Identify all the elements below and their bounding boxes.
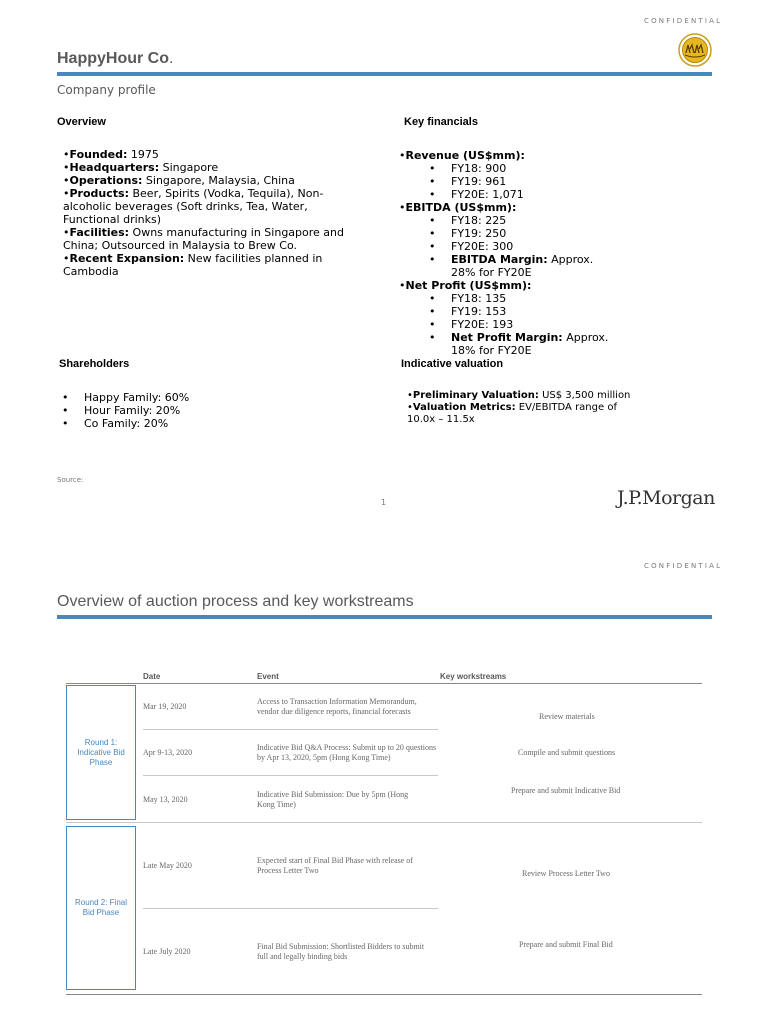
overview-list <box>63 148 353 278</box>
ebitda-fy20e: • FY20E: 300 <box>429 240 514 253</box>
ebitda-sublist <box>399 214 649 279</box>
jpmorgan-logo: J.P.Morgan <box>617 487 715 509</box>
valuation-item: •Preliminary Valuation: US$ 3,500 million <box>407 390 631 401</box>
overview-item: •Recent Expansion: New facilities planned in Cambodia <box>63 252 323 278</box>
confidential-label-page2: CONFIDENTIAL <box>644 562 723 570</box>
round-divider <box>66 822 702 823</box>
valuation-item: •Valuation Metrics: EV/EBITDA range of 10.0x – 11.5x <box>407 402 617 425</box>
round1-label: Round 1: Indicative Bid Phase <box>77 737 125 767</box>
ebitda-fy18: • FY18: 225 <box>429 214 507 227</box>
round1-row1-event: Access to Transaction Information Memorandum, vendor due diligence reports, financial forecasts <box>257 697 417 716</box>
overview-item: •Products: Beer, Spirits (Vodka, Tequila), Non-alcoholic beverages (Soft drinks, Tea, Water, Functional drinks) <box>63 187 324 226</box>
revenue-item: •Revenue (US$mm): <box>399 149 525 162</box>
shareholder-item: • Happy Family: 60% <box>62 391 190 404</box>
ebitda-item: •EBITDA (US$mm): <box>399 201 517 214</box>
round2-row1-workstream: Review Process Letter Two <box>522 869 610 878</box>
shareholder-item: • Co Family: 20% <box>62 417 169 430</box>
key-financials-list <box>399 149 649 357</box>
column-header-workstreams: Key workstreams <box>440 672 507 681</box>
round2-row2-date: Late July 2020 <box>143 947 191 956</box>
overview-item: •Facilities: Owns manufacturing in Singapore and China; Outsourced in Malaysia to Brew Co. <box>63 226 344 252</box>
column-header-event: Event <box>257 672 279 681</box>
net-profit-margin: • Net Profit Margin: Approx. 18% for FY20E <box>429 331 609 357</box>
round1-row3-event: Indicative Bid Submission: Due by 5pm (Hong Kong Time) <box>257 790 409 809</box>
overview-item: •Headquarters: Singapore <box>63 161 219 174</box>
round1-row3-date: May 13, 2020 <box>143 795 188 804</box>
company-name: HappyHour Co <box>57 50 169 67</box>
page2-title: Overview of auction process and key workstreams <box>57 593 414 610</box>
round1-row3-workstream: Prepare and submit Indicative Bid <box>511 786 621 795</box>
shareholders-heading: Shareholders <box>59 358 130 370</box>
revenue-fy20e: • FY20E: 1,071 <box>429 188 524 201</box>
column-header-date: Date <box>143 672 161 681</box>
round2-row-divider-1 <box>143 908 438 909</box>
net-profit-item: •Net Profit (US$mm): <box>399 279 532 292</box>
round1-row-divider-1 <box>143 729 438 730</box>
confidential-label: CONFIDENTIAL <box>644 17 723 25</box>
source-label: Source: <box>57 476 84 484</box>
page2-header-rule <box>57 615 712 619</box>
valuation-list <box>407 390 637 426</box>
overview-item: •Founded: 1975 <box>63 148 159 161</box>
round1-row2-event: Indicative Bid Q&A Process: Submit up to 20 questions by Apr 13, 2020, 5pm (Hong Kong Time) <box>257 743 437 762</box>
net-profit-fy19: • FY19: 153 <box>429 305 507 318</box>
round2-row2-event: Final Bid Submission: Shortlisted Bidders to submit full and legally binding bids <box>257 942 425 961</box>
valuation-heading: Indicative valuation <box>401 358 504 370</box>
ebitda-fy19: • FY19: 250 <box>429 227 507 240</box>
round2-row2-workstream: Prepare and submit Final Bid <box>519 940 613 949</box>
revenue-sublist <box>399 162 649 201</box>
company-name-suffix: . <box>169 50 174 67</box>
round1-row2-workstream: Compile and submit questions <box>518 748 616 757</box>
page-subtitle: Company profile <box>57 83 156 97</box>
overview-heading: Overview <box>57 116 106 128</box>
company-title <box>57 50 173 68</box>
page-number: 1 <box>381 498 387 507</box>
net-profit-fy18: • FY18: 135 <box>429 292 507 305</box>
table-header-rule <box>66 683 702 684</box>
net-profit-sublist <box>399 292 649 357</box>
net-profit-label: Net Profit (US$mm): <box>405 279 532 292</box>
round1-row1-workstream: Review materials <box>539 712 595 721</box>
round1-row-divider-2 <box>143 775 438 776</box>
header-rule <box>57 72 712 76</box>
revenue-label: Revenue (US$mm): <box>405 149 525 162</box>
round2-row1-date: Late May 2020 <box>143 861 192 870</box>
net-profit-fy20e: • FY20E: 193 <box>429 318 514 331</box>
ebitda-margin: • EBITDA Margin: Approx. 28% for FY20E <box>429 253 594 279</box>
overview-item: •Operations: Singapore, Malaysia, China <box>63 174 295 187</box>
round1-row1-date: Mar 19, 2020 <box>143 702 187 711</box>
key-financials-heading: Key financials <box>404 116 478 128</box>
shareholders-list <box>62 391 312 430</box>
table-bottom-rule <box>66 994 702 995</box>
revenue-fy18: • FY18: 900 <box>429 162 507 175</box>
round2-label: Round 2: Final Bid Phase <box>74 898 128 917</box>
round1-row2-date: Apr 9-13, 2020 <box>143 748 193 757</box>
ebitda-label: EBITDA (US$mm): <box>405 201 517 214</box>
round1-box <box>66 685 136 820</box>
shareholder-item: • Hour Family: 20% <box>62 404 181 417</box>
round2-box <box>66 826 136 990</box>
round2-row1-event: Expected start of Final Bid Phase with release of Process Letter Two <box>257 856 413 875</box>
revenue-fy19: • FY19: 961 <box>429 175 507 188</box>
happyhour-logo-icon <box>678 33 712 67</box>
